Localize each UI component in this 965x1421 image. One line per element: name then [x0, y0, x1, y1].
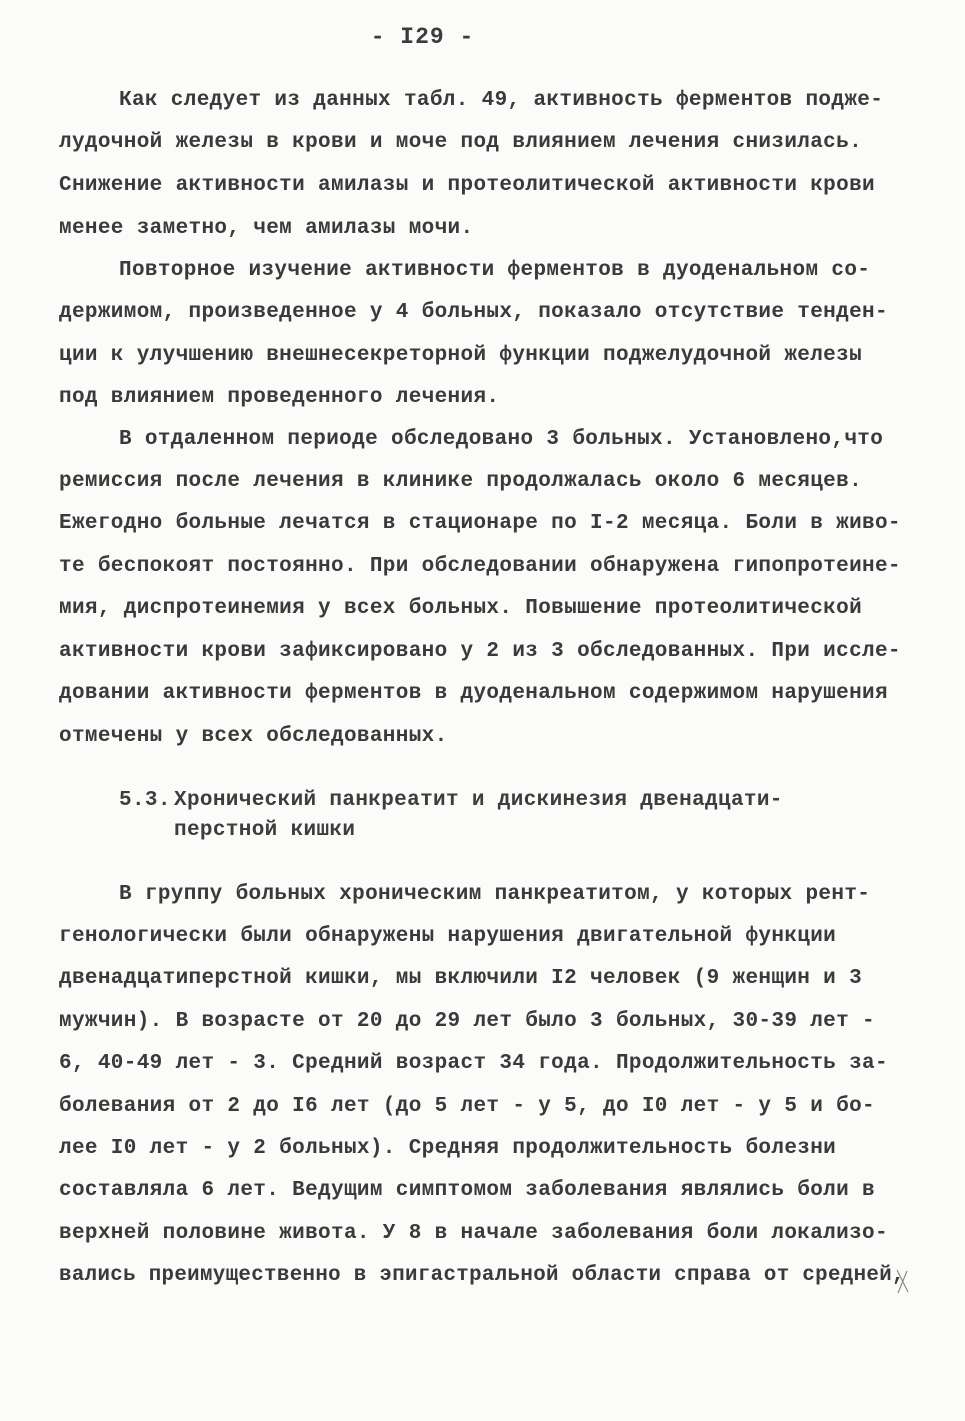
paragraph-4-line-3: двенадцатиперстной кишки, мы включили I2 человек (9 женщин и 3	[59, 967, 863, 990]
paragraph-4-line-4: мужчин). В возрасте от 20 до 29 лет было 3 больных, 30-39 лет -	[59, 1010, 875, 1033]
section-title-line-1: Хронический панкреатит и дискинезия двенадцати-	[174, 789, 783, 812]
paragraph-2-line-2: держимом, произведенное у 4 больных, показало отсутствие тенден-	[59, 301, 888, 324]
page-number: - I29 -	[370, 24, 475, 50]
paragraph-1-line-1: Как следует из данных табл. 49, активность ферментов подже-	[119, 89, 884, 112]
section-title-line-2: перстной кишки	[174, 819, 356, 842]
pencil-mark-icon	[895, 1266, 911, 1296]
paragraph-4-line-6: болевания от 2 до I6 лет (до 5 лет - у 5, до I0 лет - у 5 и бо-	[59, 1095, 875, 1118]
paragraph-2-line-3: ции к улучшению внешнесекреторной функции поджелудочной железы	[59, 344, 863, 367]
paragraph-1-line-3: Снижение активности амилазы и протеолитической активности крови	[59, 174, 875, 197]
paragraph-2-line-1: Повторное изучение активности ферментов в дуоденальном со-	[119, 259, 871, 282]
paragraph-4-line-8: составляла 6 лет. Ведущим симптомом заболевания являлись боли в	[59, 1179, 875, 1202]
paragraph-3-line-1: В отдаленном периоде обследовано 3 больных. Установлено,что	[119, 428, 884, 451]
paragraph-1-line-4: менее заметно, чем амилазы мочи.	[59, 217, 474, 240]
paragraph-3-line-3: Ежегодно больные лечатся в стационаре по I-2 месяца. Боли в живо-	[59, 512, 901, 535]
paragraph-3-line-7: довании активности ферментов в дуоденальном содержимом нарушения	[59, 682, 888, 705]
paragraph-3-line-6: активности крови зафиксировано у 2 из 3 обследованных. При иссле-	[59, 640, 901, 663]
paragraph-4-line-7: лее I0 лет - у 2 больных). Средняя продолжительность болезни	[59, 1137, 837, 1160]
paragraph-3-line-8: отмечены у всех обследованных.	[59, 725, 448, 748]
paragraph-1-line-2: лудочной железы в крови и моче под влиянием лечения снизилась.	[59, 131, 863, 154]
paragraph-4-line-5: 6, 40-49 лет - 3. Средний возраст 34 года. Продолжительность за-	[59, 1052, 888, 1075]
section-number: 5.3.	[119, 789, 171, 812]
paragraph-3-line-5: мия, диспротеинемия у всех больных. Повышение протеолитической	[59, 597, 863, 620]
paragraph-3-line-4: те беспокоят постоянно. При обследовании обнаружена гипопротеине-	[59, 555, 901, 578]
paragraph-4-line-1: В группу больных хроническим панкреатитом, у которых рент-	[119, 883, 871, 906]
paragraph-3-line-2: ремиссия после лечения в клинике продолжалась около 6 месяцев.	[59, 470, 863, 493]
paragraph-4-line-2: генологически были обнаружены нарушения двигательной функции	[59, 925, 837, 948]
paragraph-4-line-10: вались преимущественно в эпигастральной области справа от средней,	[59, 1264, 905, 1287]
paragraph-4-line-9: верхней половине живота. У 8 в начале заболевания боли локализо-	[59, 1222, 888, 1245]
paragraph-2-line-4: под влиянием проведенного лечения.	[59, 386, 500, 409]
